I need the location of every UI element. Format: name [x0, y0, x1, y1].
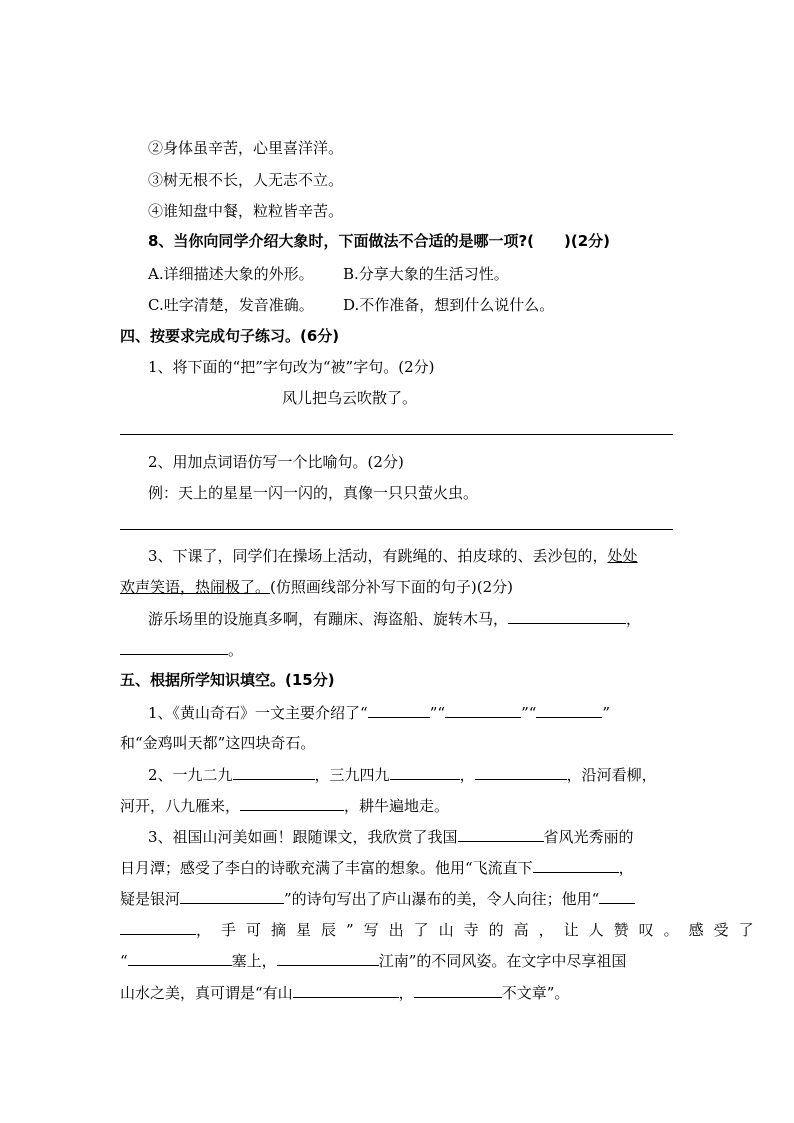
proverb-2: ②身体虽辛苦，心里喜洋洋。 [148, 139, 344, 157]
fill-blank[interactable] [233, 765, 315, 780]
s4-q1-sentence: 风儿把乌云吹散了。 [282, 389, 418, 407]
s4-question-2: 2、用加点词语仿写一个比喻句。(2分) [148, 453, 404, 471]
fill-blank[interactable] [599, 889, 635, 904]
s5-question-3-l3: 疑是银河 ”的诗句写出了庐山瀑布的美，令人向往；他用“ [120, 889, 635, 909]
s4-q3-prompt: 游乐场里的设施真多啊，有蹦床、海盗船、旋转木马， ， [148, 610, 642, 628]
answer-line-2[interactable] [120, 529, 673, 530]
fill-blank[interactable] [533, 858, 619, 873]
s5-question-2-cont: 河开，八九雁来， ，耕牛遍地走。 [120, 797, 450, 815]
fill-blank[interactable] [293, 983, 399, 998]
proverb-3: ③树无根不长，人无志不立。 [148, 171, 344, 189]
s4-question-3-line2: 欢声笑语，热闹极了。(仿照画线部分补写下面的句子)(2分) [120, 578, 513, 596]
fill-blank[interactable] [445, 703, 521, 718]
fill-blank[interactable] [536, 703, 602, 718]
s5-question-3-l2: 日月潭；感受了李白的诗歌充满了丰富的想象。他用“飞流直下 ， [120, 859, 634, 877]
proverb-4: ④谁知盘中餐，粒粒皆辛苦。 [148, 202, 344, 220]
s5-question-3-l5: “ 塞上， 江南”的不同风姿。在文字中尽享祖国 [120, 952, 627, 970]
fill-blank[interactable] [128, 951, 232, 966]
q8-option-d: D.不作准备，想到什么说什么。 [343, 296, 555, 314]
fill-blank[interactable] [277, 951, 379, 966]
q8-option-a: A.详细描述大象的外形。 [148, 265, 314, 283]
fill-blank[interactable] [240, 796, 344, 811]
s5-question-1: 1、《黄山奇石》一文主要介绍了“ ”“ ”“ ” [148, 704, 611, 722]
fill-blank[interactable] [180, 889, 284, 904]
fill-blank[interactable] [120, 640, 228, 655]
q8-option-b: B.分享大象的生活习性。 [343, 265, 509, 283]
fill-blank[interactable] [390, 765, 460, 780]
underlined-phrase-cont: 欢声笑语，热闹极了。 [120, 578, 271, 596]
fill-blank[interactable] [475, 765, 567, 780]
s5-question-1-cont: 和“金鸡叫天都”这四块奇石。 [120, 734, 316, 752]
fill-blank[interactable] [414, 983, 502, 998]
s4-question-3-line1: 3、下课了，同学们在操场上活动，有跳绳的、拍皮球的、丢沙包的，处处 [148, 547, 638, 565]
answer-line-1[interactable] [120, 434, 673, 435]
section-5-heading: 五、根据所学知识填空。(15分) [120, 671, 335, 689]
s5-question-2: 2、一九二九 ，三九四九 ， ，沿河看柳， [148, 766, 657, 784]
fill-blank[interactable] [458, 827, 544, 842]
underlined-phrase: 处处 [607, 547, 638, 565]
s4-q3-prompt-cont: 。 [120, 640, 243, 660]
fill-blank[interactable] [368, 703, 430, 718]
section-4-heading: 四、按要求完成句子练习。(6分) [120, 327, 340, 345]
q8-option-c: C.吐字清楚，发音准确。 [148, 296, 314, 314]
fill-blank[interactable] [120, 920, 196, 935]
s4-q2-example: 例：天上的星星一闪一闪的，真像一只只萤火虫。 [148, 484, 479, 502]
s4-question-1: 1、将下面的“把”字句改为“被”字句。(2分) [148, 358, 435, 376]
fill-blank[interactable] [508, 609, 626, 624]
question-8: 8、当你向同学介绍大象时，下面做法不合适的是哪一项?( )(2分) [148, 232, 610, 250]
s5-question-3-l6: 山水之美，真可谓是“有山 ， 不文章”。 [120, 984, 570, 1002]
s5-question-3: 3、祖国山河美如画！跟随课文，我欣赏了我国 省风光秀丽的 [148, 828, 634, 846]
s5-question-3-l4: ，手可摘星辰”写出了山寺的高，让人赞叹。感受了 [120, 920, 764, 940]
